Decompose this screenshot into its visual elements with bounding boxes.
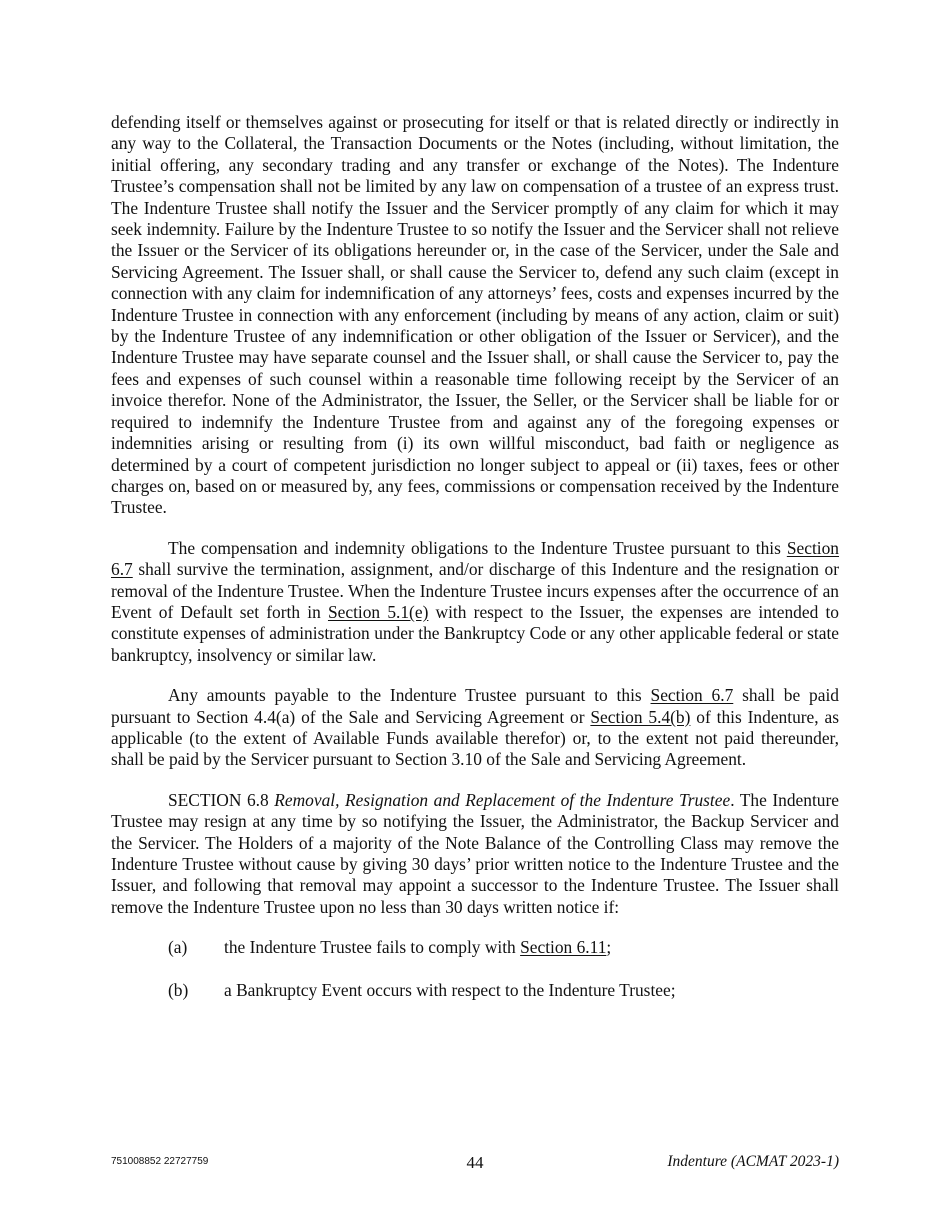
list-item-body: the Indenture Trustee fails to comply with (224, 937, 521, 958)
section-text: . The Indenture Trustee may resign at any time by so notifying the Issuer, the Administrator, the Backup Servicer and the Servicer. The Holders of a majority of the Note Balance of the Controlling Class may remove the Indenture Trustee without cause by giving 30 days’ prior written notice to the Indenture Trustee and the Issuer, and following that removal may appoint a successor to the Indenture Trustee. The Issuer shall remove the Indenture Trustee upon no less than 30 days written notice if: (111, 789, 839, 917)
paragraph-text: shall be paid pursuant to Section 4.4(a) of the Sale and Servicing Agreement or (111, 685, 840, 727)
paragraph-text: Any amounts payable to the Indenture Trustee pursuant to this (168, 685, 651, 706)
list-item-label: (a) (168, 937, 188, 958)
paragraph-text: The compensation and indemnity obligations to the Indenture Trustee pursuant to this (168, 537, 787, 558)
section-6-8 (111, 790, 839, 918)
section-heading: Removal, Resignation and Replacement of the Indenture Trustee (274, 789, 731, 810)
list-item-tail: ; (606, 937, 612, 958)
list-item (111, 937, 839, 958)
list-item-label: (b) (168, 980, 189, 1001)
list-item-text: a Bankruptcy Event occurs with respect to the Indenture Trustee; (224, 980, 676, 1001)
section-reference-6-11: Section 6.11 (520, 937, 607, 958)
document-title: Indenture (ACMAT 2023-1) (667, 1153, 839, 1170)
paragraph-text: of this Indenture, as applicable (to the extent of Available Funds available therefor) or, to the extent not paid thereunder, shall be paid by the Servicer pursuant to Section 3.10 of the Sale and Servicing Agreement. (111, 706, 839, 770)
page-body (111, 112, 839, 1023)
paragraph-text: shall survive the termination, assignment, and/or discharge of this Indenture and the resignation or removal of the Indenture Trustee. When the Indenture Trustee incurs expenses after the occurrence of an Event of Default set forth in (111, 559, 839, 622)
list-item (111, 980, 839, 1001)
section-reference-6-7: Section 6.7 (650, 685, 734, 706)
paragraph-compensation-survival (111, 538, 839, 666)
paragraph-text: with respect to the Issuer, the expenses are intended to constitute expenses of administration under the Bankruptcy Code or any other applicable federal or state bankruptcy, insolvency or similar law. (111, 601, 839, 665)
paragraph-amounts-payable (111, 685, 839, 771)
document-id: 751008852 22727759 (111, 1156, 209, 1167)
page-number: 44 (466, 1153, 484, 1172)
page-footer (111, 1153, 839, 1175)
section-number: SECTION 6.8 (168, 789, 275, 810)
paragraph-indemnity-continued: defending itself or themselves against or prosecuting for itself or that is related directly or indirectly in any way to the Collateral, the Transaction Documents or the Notes (including, without limitation, the initial offering, any secondary trading and any transfer or exchange of the Notes). The Indenture Trustee’s compensation shall not be limited by any law on compensation of a trustee of an express trust. The Indenture Trustee shall notify the Issuer and the Servicer promptly of any claim for which it may seek indemnity. Failure by the Indenture Trustee to so notify the Issuer and the Servicer shall not relieve the Issuer or the Servicer of its obligations hereunder or, in the case of the Servicer, under the Sale and Servicing Agreement. The Issuer shall, or shall cause the Servicer to, defend any such claim (except in connection with any claim for indemnification of any attorneys’ fees, costs and expenses incurred by the Indenture Trustee in connection with any enforcement (including by means of any action, claim or suit) by the Indenture Trustee of any indemnification or other obligation of the Issuer or Servicer), and the Indenture Trustee may have separate counsel and the Issuer shall, or shall cause the Servicer to, pay the fees and expenses of such counsel within a reasonable time following receipt by the Servicer of an invoice therefor. None of the Administrator, the Issuer, the Seller, or the Servicer shall be liable for or required to indemnify the Indenture Trustee from and against any of the foregoing expenses or indemnities arising or resulting from (i) its own willful misconduct, bad faith or negligence as determined by a court of competent jurisdiction no longer subject to appeal or (ii) taxes, fees or other charges on, based on or measured by, any fees, commissions or compensation received by the Indenture Trustee. (111, 112, 839, 518)
section-reference-5-4-b: Section 5.4(b) (590, 706, 691, 727)
list-item-text (224, 937, 611, 958)
section-reference-5-1-e: Section 5.1(e) (327, 601, 429, 622)
section-reference-6-7: Section 6.7 (111, 537, 839, 580)
